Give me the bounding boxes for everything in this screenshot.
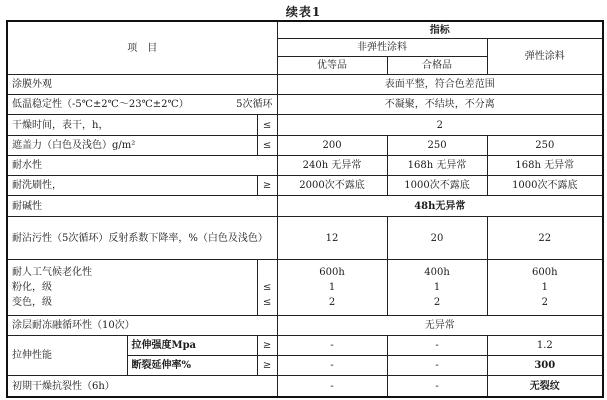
row-value: 不凝聚，不结块，不分离 [277, 95, 603, 115]
cell-line: 2 [433, 296, 441, 308]
table-row [7, 196, 603, 217]
row-value-excellent: 240h 无异常 [277, 155, 387, 175]
row-value-qualified: 168h 无异常 [387, 155, 487, 175]
row-value-elastic: 300 [487, 356, 603, 376]
row-value-qualified: 20 [387, 217, 487, 260]
table-row [7, 95, 603, 115]
row-symbol-line: ≤ [262, 281, 272, 293]
row-sub-label: 拉伸强度Mpa [127, 335, 257, 355]
row-value: 2 [277, 115, 603, 135]
row-symbol-line: ≤ [262, 296, 272, 308]
cell-line: 2 [328, 296, 336, 308]
cell-line: 2 [541, 296, 548, 308]
table-row [7, 135, 603, 155]
row-label: 耐洗刷性， [7, 175, 257, 195]
table-row [7, 115, 603, 135]
row-label-line: 粉化，级 [12, 281, 52, 293]
header-row-1 [7, 21, 603, 39]
row-value-elastic: 250 [487, 135, 603, 155]
row-symbol: ≤ [257, 135, 277, 155]
cell-line: 600h [532, 266, 558, 278]
row-value: 无异常 [277, 315, 603, 335]
table-row [7, 75, 603, 95]
row-sub-label: 断裂延伸率% [127, 356, 257, 376]
row-value-qualified: - [387, 376, 487, 397]
row-value-excellent: - [277, 376, 387, 397]
row-label: 涂层耐冻融循环性（10次） [7, 315, 277, 335]
header-non-elastic: 非弹性涂料 [277, 39, 487, 57]
header-elastic: 弹性涂料 [487, 39, 603, 75]
row-label: 耐碱性 [7, 196, 277, 217]
row-value-elastic [487, 259, 603, 315]
row-label: 初期干燥抗裂性（6h） [7, 376, 277, 397]
row-label-text: 低温稳定性（-5℃±2℃～23℃±2℃） [12, 99, 189, 111]
table-caption: 续表1 [285, 5, 322, 19]
table-row [7, 335, 603, 355]
row-value-qualified: 1000次不露底 [387, 175, 487, 195]
table-row [7, 155, 603, 175]
header-excellent: 优等品 [277, 57, 387, 75]
row-label: 涂膜外观 [7, 75, 277, 95]
row-label [7, 95, 277, 115]
row-value-excellent: 12 [277, 217, 387, 260]
row-value: 表面平整，符合色差范围 [277, 75, 603, 95]
table-row [7, 315, 603, 335]
row-value-qualified: - [387, 335, 487, 355]
row-label-line: 耐人工气候老化性 [12, 266, 92, 278]
header-indicator: 指标 [277, 21, 603, 39]
table-row [7, 376, 603, 397]
row-symbol [257, 259, 277, 315]
row-symbol: ≤ [257, 115, 277, 135]
row-symbol: ≥ [257, 356, 277, 376]
row-value-excellent: 200 [277, 135, 387, 155]
row-label-line: 变色，级 [12, 296, 52, 308]
table-row [7, 259, 603, 315]
row-value-elastic: 168h 无异常 [487, 155, 603, 175]
header-qualified: 合格品 [387, 57, 487, 75]
row-value-qualified [387, 259, 487, 315]
row-symbol: ≥ [257, 335, 277, 355]
row-value-elastic: 无裂纹 [487, 376, 603, 397]
row-label: 拉伸性能 [7, 335, 127, 375]
cell-line: 1 [433, 281, 441, 293]
row-value-excellent: - [277, 335, 387, 355]
row-value-excellent: 2000次不露底 [277, 175, 387, 195]
row-value: 48h无异常 [277, 196, 603, 217]
row-label-extra: 5次循环 [236, 99, 273, 111]
cell-line: 1 [328, 281, 336, 293]
row-value-elastic: 1.2 [487, 335, 603, 355]
row-label: 遮盖力（白色及浅色）g/m² [7, 135, 257, 155]
row-value-elastic: 22 [487, 217, 603, 260]
row-value-qualified: 250 [387, 135, 487, 155]
row-label: 干燥时间，表干，h， [7, 115, 257, 135]
cell-line: 400h [424, 266, 450, 278]
table-row [7, 217, 603, 260]
row-value-qualified: - [387, 356, 487, 376]
row-value-elastic: 1000次不露底 [487, 175, 603, 195]
table-row [7, 175, 603, 195]
row-symbol: ≥ [257, 175, 277, 195]
row-label: 耐水性 [7, 155, 277, 175]
row-label [7, 259, 257, 315]
coating-spec-table [6, 20, 604, 398]
header-item: 项 目 [7, 21, 277, 75]
cell-line: 600h [319, 266, 345, 278]
row-label: 耐沾污性（5次循环）反射系数下降率，%（白色及浅色） [7, 217, 277, 260]
cell-line: 1 [541, 281, 548, 293]
row-value-excellent [277, 259, 387, 315]
row-value-excellent: - [277, 356, 387, 376]
